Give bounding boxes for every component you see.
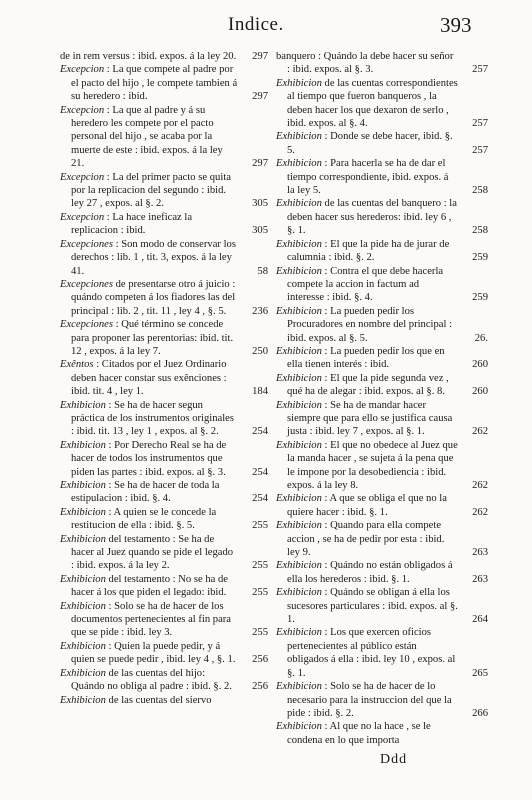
entry-term: Exhibicion [276,681,322,693]
entry-text: : Quándo no están obligados á ella los herederos : ibid. §. 1. [287,560,453,585]
entry-text: : A que se obliga el que no la quiere hacer : ibid. §. 1. [287,493,447,518]
index-entry [60,667,268,694]
index-entry [60,50,268,63]
entry-text: : El que la pide segunda vez , qué ha de alegar : ibid. expos. al §. 8. [287,372,449,398]
entry-term: Excepciones [60,319,113,331]
entry-text: : Solo se ha de hacer de los documentos pertenecientes al fin para que se pide : ibid. ley 3. [71,600,232,639]
entry-text: de las cuentas del banquero : la deben hacer sus herederos: ibid. ley 6 , §. 1. [287,198,457,237]
entry-text: : Son modo de conservar los derechos : lib. 1 , tit. 3, expos. á la ley 41. [71,238,236,277]
entry-term: Exhibicion [276,587,322,599]
index-entry [276,399,488,439]
left-column [60,50,268,707]
index-entry [276,720,488,747]
entry-text: : La pueden pedir los Procuradores en nombre del principal : ibid. expos. al §. 5. [287,305,453,344]
entry-term: Excepcion [60,64,105,76]
entry-text: banquero : Quándo la debe hacer su señor : ibid. expos. al §. 3. [276,51,454,76]
index-entry [60,358,268,398]
entry-text: : Para hacerla se ha de dar el tiempo correspondiente, ibid. expos. á la ley 5. [287,158,449,197]
entry-text: : Quando para ella compete accion , se ha de pedir por esta : ibid. ley 9. [287,520,445,559]
entry-text: : La hace ineficaz la replicacion : ibid. [71,211,193,237]
entry-page-ref: 263 [472,573,488,585]
entry-page-ref: 263 [472,547,488,559]
index-entry [60,278,268,318]
entry-page-ref: 254 [252,466,268,478]
entry-term: Excepcion [60,171,105,183]
entry-text: : El que no obedece al Juez que la manda hacer , se sujeta á la pena que le impone por la desobediencia : ibid. expos. á la ley 8. [287,439,458,491]
entry-page-ref: 236 [252,305,268,317]
entry-page-ref: 305 [252,198,268,210]
entry-page-ref: 262 [472,426,488,438]
index-entry [60,104,268,171]
entry-term: Exhibicion [60,640,106,652]
index-entry [276,197,488,237]
entry-text: : La que compete al padre por el pacto del hijo , le compete tambien á su heredero : ibid. [71,64,238,103]
entry-page-ref: 297 [252,158,268,170]
entry-page-ref: 254 [252,426,268,438]
entry-term: Exhibicion [276,238,322,250]
entry-text: : El que la pide ha de jurar de calumnia : ibid. §. 2. [287,238,450,264]
entry-term: Exhibicion [276,372,322,384]
entry-term: Exhibicion [60,439,106,451]
index-entry [276,238,488,265]
index-entry [276,372,488,399]
entry-term: Exhibicion [276,560,322,572]
entry-text: de las cuentas del hijo: Quándo no obliga al padre : ibid. §. 2. [71,667,232,693]
entry-page-ref: 305 [252,225,268,237]
entry-term: Excepcion [60,211,105,223]
index-entry [60,439,268,479]
entry-page-ref: 255 [252,560,268,572]
entry-page-ref: 265 [472,667,488,679]
index-entry [276,305,488,345]
entry-text: : La que al padre y á su heredero les compete por el pacto personal del hijo , se acaba por la muerte de este : ibid. expos. á la ley 21. [71,104,223,170]
entry-text: : La pueden pedir los que en ella tienen interés : ibid. [287,345,445,371]
index-entry [60,318,268,358]
index-entry [276,345,488,372]
page-title: Indice. [228,14,284,35]
entry-page-ref: 262 [472,480,488,491]
index-entry [60,479,268,506]
entry-text: de las cuentas del siervo [105,694,212,706]
entry-term: Excepciones [60,238,113,250]
entry-page-ref: 259 [472,252,488,264]
entry-text: : Donde se debe hacer, ibid. §. 5. [287,131,453,156]
entry-page-ref: 266 [472,707,488,719]
entry-term: Exhibicion [276,439,322,451]
entry-page-ref: 250 [252,345,268,357]
index-entry [60,399,268,439]
entry-page-ref: 258 [472,225,488,237]
entry-term: Exhibicion [60,694,106,706]
entry-text: : Al que no la hace , se le condena en lo que importa [287,721,431,746]
entry-term: Excepcion [60,104,105,116]
index-entry [60,533,268,573]
entry-page-ref: 260 [472,386,488,398]
entry-text: : Quándo se obligan á ella los sucesores particulares : ibid. expos. al §. 1. [287,587,458,626]
entry-term: Exhibicion [276,158,322,170]
entry-text: de presentarse otro á juicio : quándo competen á los fiadores las del principal : lib. 2 , tit. 11 , ley 4 , §. 5. [71,278,236,317]
index-entry [276,519,488,559]
entry-page-ref: 257 [472,118,488,130]
entry-page-ref: 256 [252,681,268,693]
entry-term: Excepciones [60,278,113,290]
entry-term: Exhibicion [276,77,322,89]
entry-term: Exhibicion [276,520,322,532]
entry-text: de in rem versus : ibid. expos. á la ley 20. [60,51,237,62]
entry-text: : Los que exercen oficios pertenecientes al público están obligados á ella : ibid. ley 10 , expos. al §. 1. [287,627,456,679]
page-number: 393 [440,13,472,37]
entry-page-ref: 184 [252,386,268,398]
index-entry [60,63,268,103]
entry-page-ref: 255 [252,587,268,599]
entry-term: Exhibicion [276,305,322,317]
index-entry [60,573,268,600]
entry-page-ref: 255 [252,520,268,532]
index-entry [60,238,268,278]
entry-term: Exhibicion [60,506,106,518]
signature-mark: Ddd [380,752,408,767]
entry-text: : Qué término se concede para proponer las perentorias: ibid. tit. 12 , expos. á la ley 7. [71,319,234,357]
entry-page-ref: 255 [252,627,268,639]
entry-text: : Citados por el Juez Ordinario deben hacer constar sus exênciones : ibid. tit. 4 , ley 1. [71,359,227,398]
entry-page-ref: 262 [472,506,488,518]
entry-page-ref: 264 [472,614,488,626]
index-entry [276,130,488,157]
index-entry [276,492,488,519]
index-entry [276,586,488,626]
entry-page-ref: 259 [472,292,488,304]
entry-term: Exhibicion [60,533,106,545]
entry-page-ref: 297 [252,51,268,62]
entry-page-ref: 256 [252,654,268,666]
index-entry [60,694,268,707]
entry-text: : Por Derecho Real se ha de hacer de todos los instrumentos que piden las partes : ibid. expos. al §. 3. [71,439,227,478]
entry-term: Exhibicion [276,265,322,277]
index-entry [60,640,268,667]
entry-term: Exhibicion [276,198,322,210]
index-entry [276,265,488,305]
entry-term: Exhibicion [276,493,322,505]
entry-text: : Quien la puede pedir, y á quien se puede pedir , ibid. ley 4 , §. 1. [71,640,236,666]
index-entry [60,506,268,533]
entry-text: : La del primer pacto se quita por la replicacion del segundo : ibid. ley 27 , expos. al §. 2. [71,171,231,210]
index-entry [276,439,488,493]
entry-text: del testamento : No se ha de hacer á los que piden el legado: ibid. [71,573,228,599]
entry-text: : A quien se le concede la restitucion de ella : ibid. §. 5. [71,506,217,532]
right-column [276,50,488,747]
entry-page-ref: 297 [252,91,268,103]
index-entry [276,680,488,720]
entry-text: : Se ha de mandar hacer siempre que para ello se justifica causa justa : ibid. ley 7 , expos. al §. 1. [287,399,453,438]
entry-term: Exhibicion [60,573,106,585]
entry-page-ref: 26. [474,332,488,344]
entry-text: : Se ha de hacer de toda la estipulacion : ibid. §. 4. [71,480,220,505]
entry-term: Exhibicion [276,131,322,143]
entry-page-ref: 260 [472,359,488,371]
entry-term: Exêntos [60,359,94,371]
entry-page-ref: 258 [472,185,488,197]
entry-page-ref: 257 [472,144,488,156]
index-entry [276,559,488,586]
entry-page-ref: 257 [472,64,488,76]
entry-term: Exhibicion [276,627,322,639]
entry-term: Exhibicion [60,600,106,612]
entry-text: : Contra el que debe hacerla compete la accion in factum ad interesse : ibid. §. 4. [287,265,444,304]
index-entry [60,600,268,640]
entry-term: Exhibicion [60,399,106,411]
entry-page-ref: 58 [257,265,268,277]
entry-page-ref: 254 [252,493,268,505]
entry-term: Exhibicion [276,721,322,733]
index-entry [276,157,488,197]
entry-text: : Solo se ha de hacer de lo necesario para la instruccion del que la pide : ibid. §. 2. [287,681,452,719]
index-entry [60,171,268,211]
index-entry [276,77,488,131]
entry-text: de las cuentas correspondientes al tiempo que fueron banqueros , la deben hacer los que dexaron de serlo , ibid. expos. al §. 4. [287,77,458,130]
entry-term: Exhibicion [60,480,106,491]
entry-term: Exhibicion [276,399,322,411]
entry-text: : Se ha de hacer segun práctica de los instrumentos originales : ibid. tit. 13 , ley 1 , expos. al §. 2. [71,399,234,438]
index-entry [276,626,488,680]
entry-term: Exhibicion [276,345,322,357]
index-entry [60,211,268,238]
entry-text: del testamento : Se ha de hacer al Juez quando se pide el legado : ibid. expos. á la ley 2. [71,533,234,572]
entry-term: Exhibicion [60,667,106,679]
index-entry [276,50,488,77]
